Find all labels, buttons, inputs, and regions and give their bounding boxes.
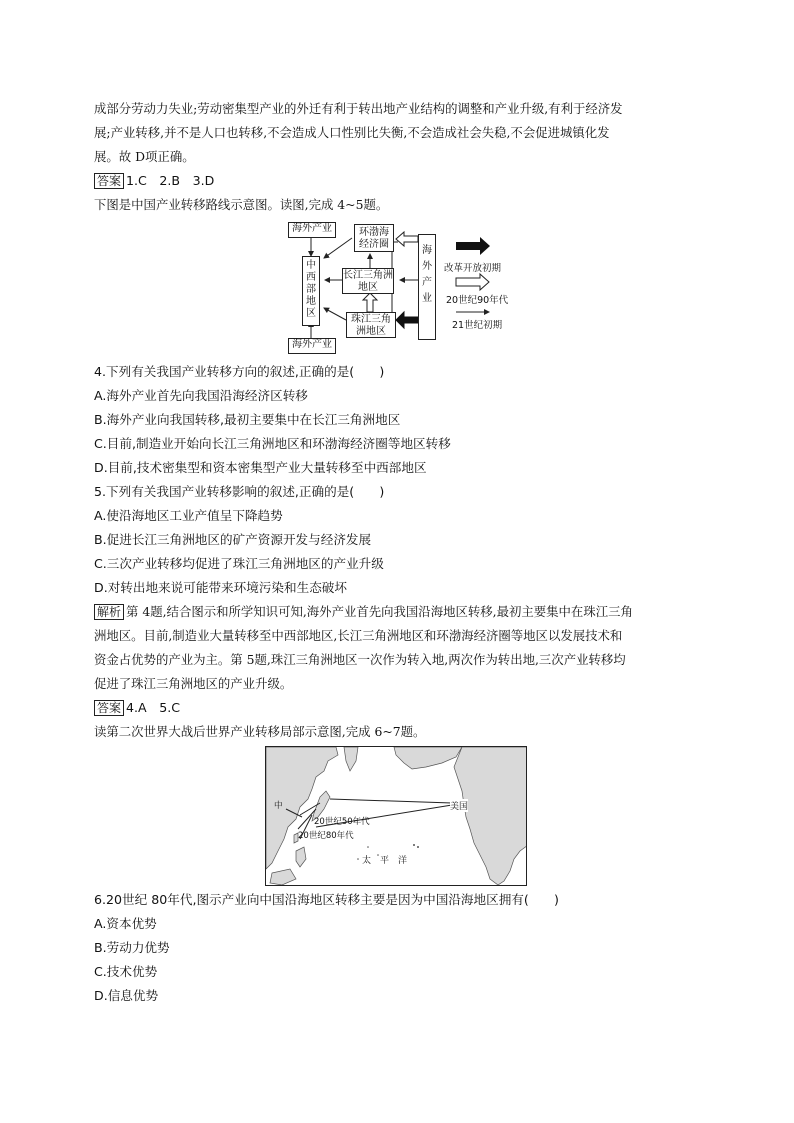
analysis-tag: 解析 bbox=[94, 604, 124, 620]
answer-row bbox=[94, 173, 214, 189]
analysis-line: 洲地区。目前,制造业大量转移至中西部地区,长江三角洲地区和环渤海经济圈等地区以发展技术和 bbox=[94, 628, 623, 643]
legend-reform-opening: 改革开放初期 bbox=[444, 263, 502, 274]
option-5d: D.对转出地来说可能带来环境污染和生态破坏 bbox=[94, 580, 347, 595]
option-4d: D.目前,技术密集型和资本密集型产业大量转移至中西部地区 bbox=[94, 460, 427, 475]
text-line: 成部分劳动力失业;劳动密集型产业的外迁有利于转出地产业结构的调整和产业升级,有利于经济发 bbox=[94, 101, 623, 116]
yangtze-delta-region: 长江三角洲地区 bbox=[343, 270, 393, 293]
answer-tag: 答案 bbox=[94, 173, 124, 189]
question-5: 5.下列有关我国产业转移影响的叙述,正确的是( ) bbox=[94, 484, 385, 499]
option-6d: D.信息优势 bbox=[94, 988, 159, 1003]
answer-row bbox=[94, 700, 180, 716]
answer-text: 1.C 2.B 3.D bbox=[126, 173, 215, 188]
analysis-text: 第 4题,结合图示和所学知识可知,海外产业首先向我国沿海地区转移,最初主要集中在珠江三角 bbox=[126, 604, 633, 619]
answer-tag: 答案 bbox=[94, 700, 124, 716]
label-1980s: 20世纪80年代 bbox=[298, 831, 354, 841]
option-5b: B.促进长江三角洲地区的矿产资源开发与经济发展 bbox=[94, 532, 372, 547]
option-5a: A.使沿海地区工业产值呈下降趋势 bbox=[94, 508, 283, 523]
legend-early-21st: 21世纪初期 bbox=[452, 320, 503, 331]
analysis-row bbox=[94, 604, 633, 620]
overseas-industry-bottom: 海外产业 bbox=[288, 338, 336, 354]
question-4: 4.下列有关我国产业转移方向的叙述,正确的是( ) bbox=[94, 364, 385, 379]
text-line: 展;产业转移,并不是人口也转移,不会造成人口性别比失衡,不会造成社会失稳,不会促进城镇化发 bbox=[94, 125, 610, 140]
central-west-region: 中西部地区 bbox=[302, 256, 320, 326]
diagram-arrows bbox=[284, 220, 524, 356]
intro-text: 读第二次世界大战后世界产业转移局部示意图,完成 6~7题。 bbox=[94, 724, 426, 739]
legend-1990s: 20世纪90年代 bbox=[446, 295, 509, 306]
option-4c: C.目前,制造业开始向长江三角洲地区和环渤海经济圈等地区转移 bbox=[94, 436, 451, 451]
intro-text: 下图是中国产业转移路线示意图。读图,完成 4~5题。 bbox=[94, 197, 389, 212]
option-4b: B.海外产业向我国转移,最初主要集中在长江三角洲地区 bbox=[94, 412, 401, 427]
pacific-ocean-label: 太 平 洋 bbox=[362, 856, 408, 866]
bohai-economic-circle: 环渤海经济圈 bbox=[354, 224, 394, 252]
option-4a: A.海外产业首先向我国沿海经济区转移 bbox=[94, 388, 308, 403]
overseas-industry-top: 海外产业 bbox=[288, 222, 336, 238]
option-6c: C.技术优势 bbox=[94, 964, 158, 979]
pacific-transfer-map bbox=[265, 746, 527, 886]
text-line: 展。故 D项正确。 bbox=[94, 149, 195, 164]
answer-text: 4.A 5.C bbox=[126, 700, 181, 715]
overseas-industry-right: 海外产业 bbox=[418, 234, 436, 340]
question-6: 6.20世纪 80年代,图示产业向中国沿海地区转移主要是因为中国沿海地区拥有( ) bbox=[94, 892, 559, 907]
pearl-delta-region: 珠江三角洲地区 bbox=[346, 312, 396, 338]
label-1950s: 20世纪50年代 bbox=[314, 817, 370, 827]
analysis-line: 促进了珠江三角洲地区的产业升级。 bbox=[94, 676, 293, 691]
option-5c: C.三次产业转移均促进了珠江三角洲地区的产业升级 bbox=[94, 556, 384, 571]
option-6a: A.资本优势 bbox=[94, 916, 157, 931]
usa-label: 美国 bbox=[450, 799, 468, 812]
option-6b: B.劳动力优势 bbox=[94, 940, 170, 955]
china-label: 中 bbox=[274, 801, 283, 811]
transfer-route-diagram bbox=[284, 220, 524, 356]
analysis-line: 资金占优势的产业为主。第 5题,珠江三角洲地区一次作为转入地,两次作为转出地,三次产业转移均 bbox=[94, 652, 626, 667]
